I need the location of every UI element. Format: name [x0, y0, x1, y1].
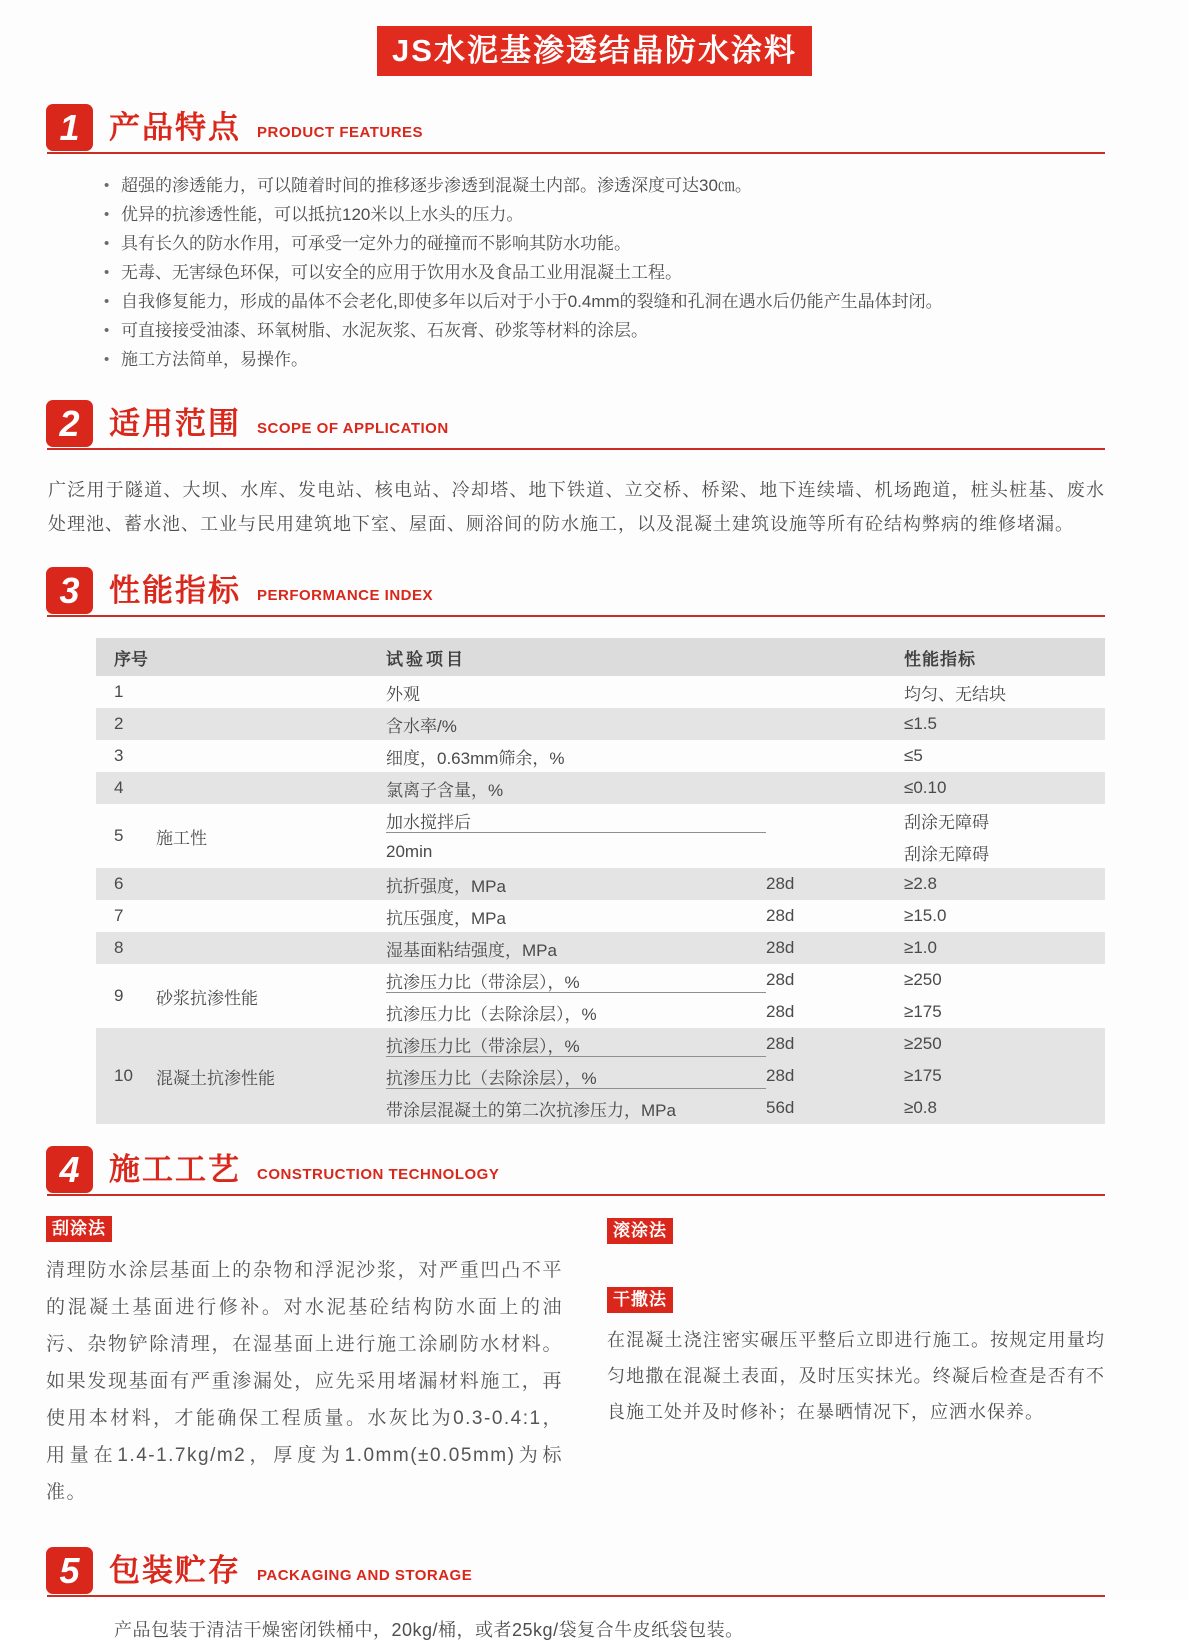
section-packaging	[46, 1547, 1105, 1645]
test-item-value: ≤5	[904, 746, 923, 765]
section-header-scope	[46, 400, 1105, 455]
feature-item: • 具有长久的防水作用，可承受一定外力的碰撞而不影响其防水功能。	[104, 229, 1105, 258]
row-items	[366, 708, 1105, 740]
col-header-item: 试验项目	[386, 649, 466, 669]
method-badge-roll: 滚涂法	[607, 1218, 673, 1244]
section-title: 适用范围	[109, 406, 241, 441]
table-row	[96, 900, 1105, 932]
section-header-performance	[46, 567, 1105, 622]
table-header-row	[96, 638, 1105, 676]
test-item	[366, 900, 1105, 932]
test-item-name: 20min	[386, 842, 433, 861]
test-item	[366, 836, 1105, 868]
scope-paragraph: 广泛用于隧道、大坝、水库、发电站、核电站、冷却塔、地下铁道、立交桥、桥梁、地下连续墙、机场跑道，桩头桩基、废水处理池、蓄水池、工业与民用建筑地下室、屋面、厕浴间的防水施工，以及混凝土建筑设施等所有砼结构弊病的维修堵漏。	[48, 480, 1105, 534]
row-number: 4	[114, 778, 124, 797]
row-items	[366, 1028, 1105, 1124]
test-item-value: 刮涂无障碍	[904, 812, 989, 832]
test-item-value: ≤0.10	[904, 778, 947, 797]
test-item-age: 28d	[766, 1066, 795, 1085]
table-row	[96, 676, 1105, 708]
feature-item: • 超强的渗透能力，可以随着时间的推移逐步渗透到混凝土内部。渗透深度可达30㎝。	[104, 171, 1105, 200]
method-scrape	[46, 1216, 563, 1530]
packaging-paragraph: 产品包装于清洁干燥密闭铁桶中，20kg/桶，或者25kg/袋复合牛皮纸袋包装。	[114, 1620, 744, 1640]
test-item-name: 外观	[386, 684, 420, 704]
feature-list	[104, 171, 1105, 374]
section-number-badge: 2	[46, 400, 93, 447]
section-subtitle: PERFORMANCE INDEX	[257, 587, 434, 604]
test-item	[366, 996, 1105, 1028]
test-item-value: ≥250	[904, 1034, 942, 1053]
row-number: 6	[114, 874, 124, 893]
test-item-value: ≥1.0	[904, 938, 937, 957]
page-title: JS水泥基渗透结晶防水涂料	[377, 26, 812, 76]
test-item-name: 抗压强度，MPa	[386, 908, 506, 928]
section-header-packaging	[46, 1547, 1105, 1602]
section-header-construction	[46, 1146, 1105, 1201]
test-item	[366, 676, 1105, 708]
row-items	[366, 900, 1105, 932]
method-dry-text: 在混凝土浇注密实碾压平整后立即进行施工。按规定用量均匀地撒在混凝土表面，及时压实抹光。终凝后检查是否有不良施工处并及时修补；在暴晒情况下，应洒水保养。	[607, 1330, 1105, 1422]
section-construction	[46, 1146, 1105, 1530]
test-item-age: 28d	[766, 1002, 795, 1021]
test-item-age: 28d	[766, 1034, 795, 1053]
row-items	[366, 804, 1105, 868]
table-row	[96, 804, 1105, 868]
test-item-name: 抗渗压力比（带涂层），%	[366, 968, 766, 993]
feature-item: • 无毒、无害绿色环保，可以安全的应用于饮用水及食品工业用混凝土工程。	[104, 258, 1105, 287]
section-number-badge: 4	[46, 1146, 93, 1193]
row-number: 5	[114, 826, 124, 845]
row-number: 10	[114, 1066, 133, 1085]
content	[46, 104, 1105, 1645]
section-title: 包装贮存	[109, 1553, 241, 1588]
test-item	[366, 868, 1105, 900]
row-items	[366, 964, 1105, 1028]
row-category: 施工性	[156, 828, 207, 848]
construction-columns	[46, 1216, 1105, 1530]
row-category: 砂浆抗渗性能	[156, 988, 258, 1008]
test-item-value: ≥250	[904, 970, 942, 989]
test-item-age: 28d	[766, 938, 795, 957]
row-number: 3	[114, 746, 124, 765]
test-item	[366, 932, 1105, 964]
test-item	[366, 1060, 1105, 1092]
row-items	[366, 868, 1105, 900]
test-item-age: 28d	[766, 906, 795, 925]
test-item	[366, 708, 1105, 740]
feature-item: • 可直接接受油漆、环氧树脂、水泥灰浆、石灰膏、砂浆等材料的涂层。	[104, 316, 1105, 345]
feature-item: • 施工方法简单，易操作。	[104, 345, 1105, 374]
row-number: 9	[114, 986, 124, 1005]
test-item-name: 抗渗压力比（带涂层），%	[366, 1032, 766, 1057]
table-row	[96, 1028, 1105, 1124]
test-item-age: 28d	[766, 970, 795, 989]
test-item-name: 加水搅拌后	[366, 808, 766, 833]
feature-item: • 自我修复能力，形成的晶体不会老化,即使多年以后对于小于0.4mm的裂缝和孔洞在遇水后仍能产生晶体封闭。	[104, 287, 1105, 316]
col-header-no: 序号	[114, 649, 148, 669]
test-item-name: 带涂层混凝土的第二次抗渗压力，MPa	[386, 1100, 676, 1120]
table-row	[96, 772, 1105, 804]
test-item-value: ≥2.8	[904, 874, 937, 893]
method-scrape-text: 清理防水涂层基面上的杂物和浮泥沙浆，对严重凹凸不平的混凝土基面进行修补。对水泥基砼结构防水面上的油污、杂物铲除清理，在湿基面上进行施工涂刷防水材料。如果发现基面有严重渗漏处，应先采用堵漏材料施工，再使用本材料，才能确保工程质量。水灰比为0.3-0.4:1，用量在1.4-1.7kg/m2，厚度为1.0mm(±0.05mm)为标准。	[46, 1260, 563, 1503]
title-wrap	[0, 0, 1189, 76]
row-items	[366, 740, 1105, 772]
test-item-value: ≥0.8	[904, 1098, 937, 1117]
row-number: 7	[114, 906, 124, 925]
row-items	[366, 932, 1105, 964]
test-item	[366, 964, 1105, 996]
test-item-name: 氯离子含量，%	[386, 780, 504, 800]
test-item-name: 细度，0.63mm筛余，%	[386, 748, 565, 768]
section-subtitle: PACKAGING AND STORAGE	[257, 1567, 473, 1584]
section-number-badge: 3	[46, 567, 93, 614]
feature-item: • 优异的抗渗透性能，可以抵抗120米以上水头的压力。	[104, 200, 1105, 229]
method-badge-scrape: 刮涂法	[46, 1216, 112, 1242]
table-row	[96, 708, 1105, 740]
section-title: 性能指标	[109, 573, 241, 608]
test-item-value: 均匀、无结块	[904, 684, 1006, 704]
test-item	[366, 1092, 1105, 1124]
table-row	[96, 740, 1105, 772]
table-row	[96, 868, 1105, 900]
table-row	[96, 964, 1105, 1028]
performance-table	[96, 638, 1105, 1124]
section-performance-index	[46, 567, 1105, 1124]
test-item-name: 抗折强度，MPa	[386, 876, 506, 896]
table-row	[96, 932, 1105, 964]
section-number-badge: 5	[46, 1547, 93, 1594]
row-items	[366, 772, 1105, 804]
col-header-index: 性能指标	[904, 649, 976, 669]
row-number: 2	[114, 714, 124, 733]
method-badge-dry: 干撒法	[607, 1287, 673, 1313]
section-subtitle: CONSTRUCTION TECHNOLOGY	[257, 1166, 500, 1183]
section-header-features	[46, 104, 1105, 159]
test-item-name: 含水率/%	[386, 716, 457, 736]
test-item-age: 28d	[766, 874, 795, 893]
test-item-value: ≥175	[904, 1066, 942, 1085]
section-title: 施工工艺	[109, 1152, 241, 1187]
section-subtitle: SCOPE OF APPLICATION	[257, 420, 449, 437]
row-number: 1	[114, 682, 124, 701]
methods-right-column	[607, 1216, 1105, 1530]
test-item-age: 56d	[766, 1098, 795, 1117]
test-item	[366, 740, 1105, 772]
test-item-value: ≥175	[904, 1002, 942, 1021]
section-number-badge: 1	[46, 104, 93, 151]
row-category: 混凝土抗渗性能	[156, 1068, 275, 1088]
test-item-value: 刮涂无障碍	[904, 844, 989, 864]
test-item-name: 抗渗压力比（去除涂层），%	[386, 1004, 597, 1024]
test-item-name: 抗渗压力比（去除涂层），%	[366, 1064, 766, 1089]
test-item-name: 湿基面粘结强度，MPa	[386, 940, 557, 960]
row-items	[366, 676, 1105, 708]
section-scope	[46, 400, 1105, 541]
row-number: 8	[114, 938, 124, 957]
test-item	[366, 1028, 1105, 1060]
test-item-value: ≤1.5	[904, 714, 937, 733]
section-title: 产品特点	[109, 110, 241, 145]
section-product-features	[46, 104, 1105, 374]
test-item	[366, 804, 1105, 836]
test-item-value: ≥15.0	[904, 906, 947, 925]
section-subtitle: PRODUCT FEATURES	[257, 124, 424, 141]
test-item	[366, 772, 1105, 804]
